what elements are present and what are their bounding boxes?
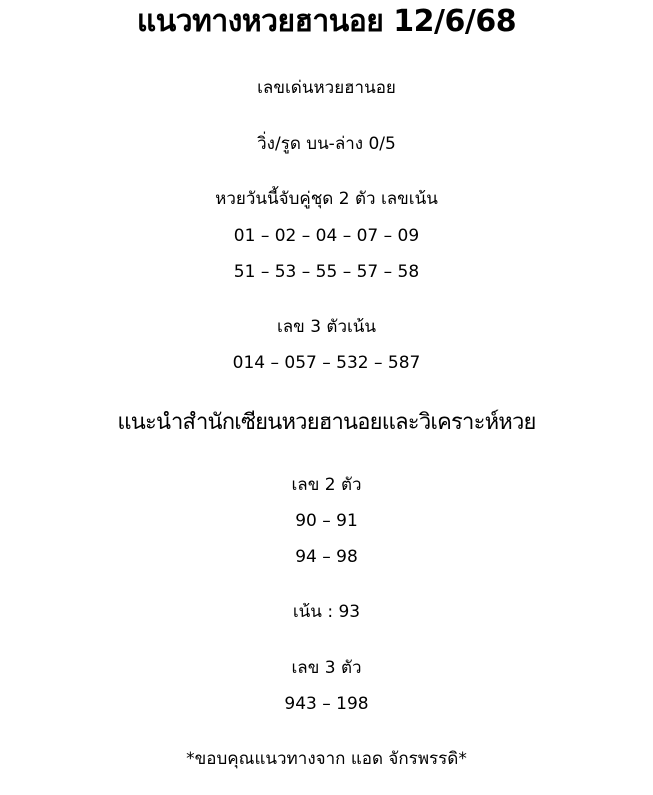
run-numbers-line: วิ่ง/รูด บน-ล่าง 0/5	[257, 134, 396, 154]
three-digit-row: 014 – 057 – 532 – 587	[232, 353, 421, 373]
page-title: แนวทางหวยฮานอย 12/6/68	[136, 4, 517, 39]
two-digit-heading: เลข 2 ตัว	[291, 475, 362, 495]
recommend-three-digit-row: 943 – 198	[284, 694, 369, 714]
pairs-row-2: 51 – 53 – 55 – 57 – 58	[233, 262, 420, 282]
recommend-section-title: แนะนำสำนักเซียนหวยฮานอยและวิเคราะห์หวย	[117, 410, 536, 435]
two-digit-row-2: 94 – 98	[295, 547, 358, 567]
pairs-heading: หวยวันนี้จับคู่ชุด 2 ตัว เลขเน้น	[215, 189, 438, 209]
recommend-three-digit-heading: เลข 3 ตัว	[291, 658, 362, 678]
three-digit-heading: เลข 3 ตัวเน้น	[276, 317, 377, 337]
pairs-row-1: 01 – 02 – 04 – 07 – 09	[233, 226, 420, 246]
featured-numbers-heading: เลขเด่นหวยฮานอย	[257, 78, 396, 98]
credit-line: *ขอบคุณแนวทางจาก แอด จักรพรรดิ*	[186, 749, 467, 769]
focus-number: เน้น : 93	[292, 602, 361, 622]
two-digit-row-1: 90 – 91	[295, 511, 358, 531]
